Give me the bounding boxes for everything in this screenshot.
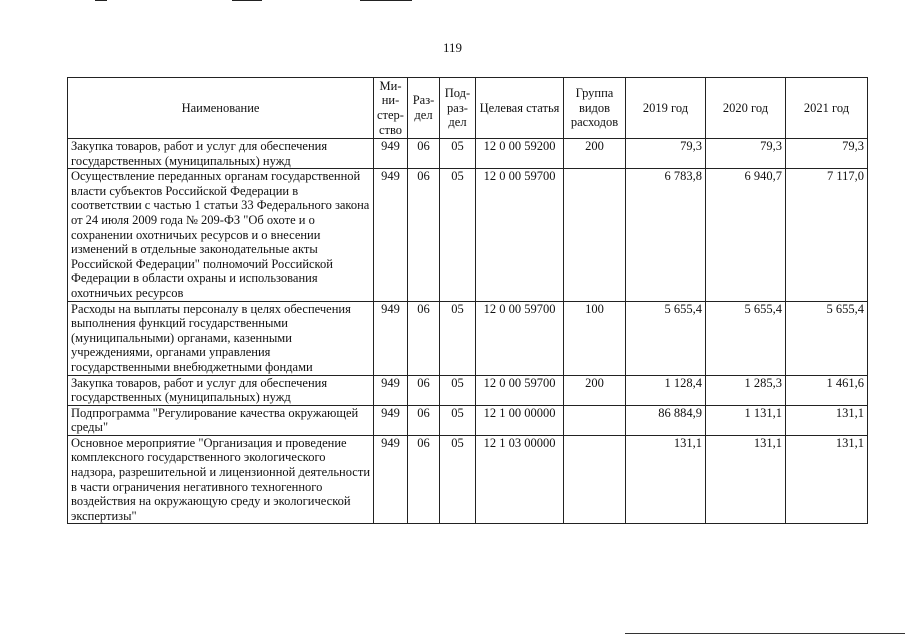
- cell-section: 06: [408, 139, 440, 169]
- scan-artifact-line: [360, 0, 412, 1]
- cell-name: Расходы на выплаты персоналу в целях обеспечения выполнения функций государственными (муниципальными) органами, казенными учреждениями, органами управления государственными внебюджетными фондами: [68, 301, 374, 375]
- table-row: [68, 169, 868, 301]
- cell-name: Закупка товаров, работ и услуг для обеспечения государственных (муниципальных) нужд: [68, 375, 374, 405]
- scan-artifact-line: [625, 633, 905, 634]
- cell-2021: 131,1: [786, 405, 868, 435]
- cell-2021: 7 117,0: [786, 169, 868, 301]
- table-row: [68, 375, 868, 405]
- column-header: Группа видов расходов: [564, 78, 626, 139]
- cell-expense-group: 200: [564, 139, 626, 169]
- cell-2020: 1 131,1: [706, 405, 786, 435]
- cell-target: 12 0 00 59700: [476, 169, 564, 301]
- cell-name: Основное мероприятие "Организация и проведение комплексного государственного экологического надзора, разрешительной и лицензионной деятельности в части ограничения негативного техногенного воздействия на окружающую среду и экологической экспертизы": [68, 435, 374, 524]
- cell-subsection: 05: [440, 405, 476, 435]
- cell-2020: 5 655,4: [706, 301, 786, 375]
- cell-target: 12 0 00 59200: [476, 139, 564, 169]
- cell-section: 06: [408, 405, 440, 435]
- cell-ministry: 949: [374, 301, 408, 375]
- cell-2021: 1 461,6: [786, 375, 868, 405]
- cell-expense-group: [564, 169, 626, 301]
- page-number: 119: [442, 40, 463, 55]
- cell-target: 12 0 00 59700: [476, 301, 564, 375]
- cell-section: 06: [408, 375, 440, 405]
- scan-artifact-line: [232, 0, 262, 1]
- cell-2020: 6 940,7: [706, 169, 786, 301]
- column-header: 2020 год: [706, 78, 786, 139]
- cell-2019: 131,1: [626, 435, 706, 524]
- cell-ministry: 949: [374, 435, 408, 524]
- cell-subsection: 05: [440, 375, 476, 405]
- cell-2019: 86 884,9: [626, 405, 706, 435]
- cell-subsection: 05: [440, 301, 476, 375]
- cell-2021: 5 655,4: [786, 301, 868, 375]
- column-header: 2021 год: [786, 78, 868, 139]
- cell-section: 06: [408, 169, 440, 301]
- header-row: [68, 78, 868, 139]
- cell-2019: 79,3: [626, 139, 706, 169]
- cell-expense-group: [564, 435, 626, 524]
- cell-target: 12 1 00 00000: [476, 405, 564, 435]
- cell-ministry: 949: [374, 405, 408, 435]
- cell-subsection: 05: [440, 435, 476, 524]
- cell-expense-group: 200: [564, 375, 626, 405]
- column-header: 2019 год: [626, 78, 706, 139]
- table-row: [68, 435, 868, 524]
- cell-subsection: 05: [440, 139, 476, 169]
- cell-section: 06: [408, 435, 440, 524]
- cell-2020: 79,3: [706, 139, 786, 169]
- cell-name: Подпрограмма "Регулирование качества окружающей среды": [68, 405, 374, 435]
- table-row: [68, 301, 868, 375]
- column-header: Наименование: [68, 78, 374, 139]
- scan-artifact-line: [95, 0, 107, 1]
- cell-subsection: 05: [440, 169, 476, 301]
- table-row: [68, 139, 868, 169]
- column-header: Под-раз-дел: [440, 78, 476, 139]
- cell-2020: 1 285,3: [706, 375, 786, 405]
- table-row: [68, 405, 868, 435]
- cell-target: 12 1 03 00000: [476, 435, 564, 524]
- cell-ministry: 949: [374, 375, 408, 405]
- cell-2020: 131,1: [706, 435, 786, 524]
- column-header: Раз-дел: [408, 78, 440, 139]
- cell-2021: 131,1: [786, 435, 868, 524]
- cell-2019: 6 783,8: [626, 169, 706, 301]
- column-header: Ми-ни-стер-ство: [374, 78, 408, 139]
- cell-expense-group: 100: [564, 301, 626, 375]
- cell-section: 06: [408, 301, 440, 375]
- cell-2021: 79,3: [786, 139, 868, 169]
- cell-ministry: 949: [374, 169, 408, 301]
- cell-2019: 1 128,4: [626, 375, 706, 405]
- column-header: Целевая статья: [476, 78, 564, 139]
- cell-ministry: 949: [374, 139, 408, 169]
- cell-expense-group: [564, 405, 626, 435]
- cell-target: 12 0 00 59700: [476, 375, 564, 405]
- cell-2019: 5 655,4: [626, 301, 706, 375]
- cell-name: Закупка товаров, работ и услуг для обеспечения государственных (муниципальных) нужд: [68, 139, 374, 169]
- budget-table: [67, 77, 868, 524]
- cell-name: Осуществление переданных органам государственной власти субъектов Российской Федерации в соответствии с частью 1 статьи 33 Федерального закона от 24 июля 2009 года № 209-ФЗ "Об охоте и о сохранении охотничьих ресурсов и о внесении изменений в отдельные законодательные акты Российской Федерации" полномочий Российской Федерации в области охраны и использования охотничьих ресурсов: [68, 169, 374, 301]
